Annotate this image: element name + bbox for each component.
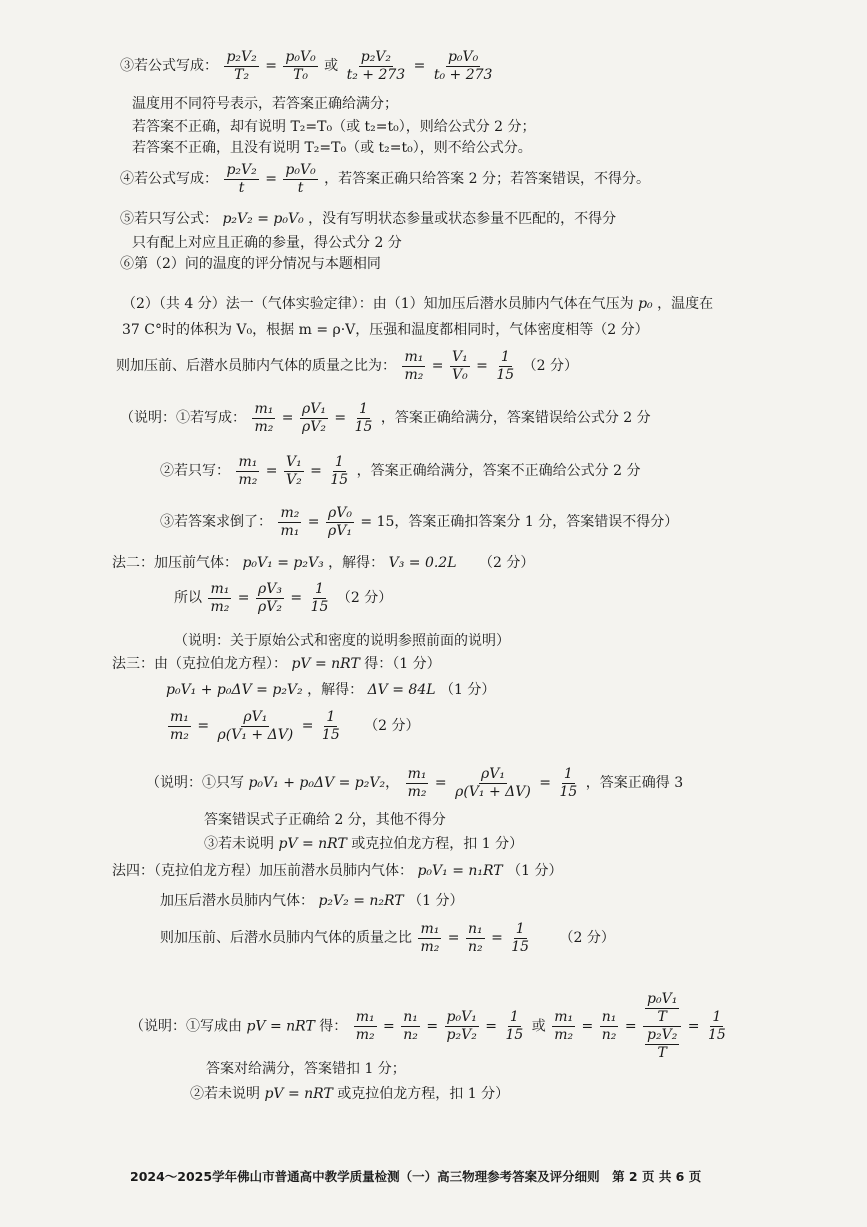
method-2: 法二：加压前气体： p₀V₁ = p₂V₃ ，解得： V₃ = 0.2L （2 分） bbox=[112, 555, 535, 571]
method-2-ratio: 所以 $\frac{\text{m₁}}{\text{m₂}}$ = $\frac{\text{ρV₃}}{\text{ρV₂}}$ = $\frac{1}{15}$ （2 分） bbox=[174, 581, 393, 615]
method-4: 法四：（克拉伯龙方程）加压前潜水员肺内气体： p₀V₁ = n₁RT （1 分） bbox=[112, 863, 563, 879]
text-line: 答案对给满分，答案错扣 1 分； bbox=[206, 1061, 406, 1077]
fraction: $\frac{1}{15}$ bbox=[707, 1009, 726, 1043]
fraction: $\frac{\text{ρV₁}}{\text{ρ(V₁ + ΔV)}}$ bbox=[217, 709, 294, 743]
fraction: $\frac{\text{p₂V₂}}{t}$ bbox=[226, 162, 257, 196]
fraction: $\frac{\text{m₁}}{\text{m₂}}$ bbox=[420, 921, 440, 955]
fraction: $\frac{\text{p₀V₁}}{\text{p₂V₂}}$ bbox=[446, 1009, 477, 1043]
fraction: $\frac{\text{m₁}}{\text{m₂}}$ bbox=[210, 581, 230, 615]
fraction: $\frac{1}{15}$ bbox=[505, 1009, 524, 1043]
note-2: ②若只写： $\frac{\text{m₁}}{\text{m₂}}$ = $\frac{\text{V₁}}{\text{V₂}}$ = $\frac{1}{15}$ ，答案正确给满分，答案不正确给公式分 2 分 bbox=[160, 454, 641, 488]
note-1: （说明：①若写成： $\frac{\text{m₁}}{\text{m₂}}$ = $\frac{\text{ρV₁}}{\text{ρV₂}}$ = $\frac{1}{15}$ ，答案正确给满分，答案错误给公式分 2 分 bbox=[120, 401, 651, 435]
fraction: $\frac{\text{m₂}}{\text{m₁}}$ bbox=[280, 505, 300, 539]
text-line: 答案错误式子正确给 2 分，其他不得分 bbox=[204, 812, 446, 828]
fraction: $\frac{\text{V₁}}{\text{V₂}}$ bbox=[285, 454, 302, 488]
fraction: $\frac{\text{m₁}}{\text{m₂}}$ bbox=[170, 709, 189, 743]
text-line: 若答案不正确，却有说明 T₂=T₀（或 t₂=t₀），则给公式分 2 分； bbox=[132, 119, 536, 135]
item-3-formula: ③若公式写成： $\frac{\text{p₂V₂}}{\text{T₂}}$ = $\frac{\text{p₀V₀}}{\text{T₀}}$ 或 $\frac{\text{p₂V₂}}{\text{t₂ + 273}}$ = $\frac{\text{p₀V₀}}{\text{t₀ + 273}}$ bbox=[120, 49, 493, 83]
fraction: $\frac{1}{15}$ bbox=[559, 766, 578, 800]
fraction: $\frac{\text{m₁}}{\text{m₂}}$ bbox=[355, 1009, 375, 1043]
fraction: $\frac{1}{15}$ bbox=[330, 454, 349, 488]
fraction: $\frac{\text{ρV₀}}{\text{ρV₁}}$ bbox=[327, 505, 352, 539]
fraction: $\frac{\text{p₀V₀}}{t}$ bbox=[285, 162, 316, 196]
method-3: 法三：由（克拉伯龙方程）： pV = nRT 得：（1 分） bbox=[112, 656, 441, 672]
compound-fraction: $\frac{\frac{\text{p₀V₁}}{T}}{\frac{\text{p₂V₂}}{T}}$ bbox=[643, 992, 681, 1061]
text-line: 若答案不正确，且没有说明 T₂=T₀（或 t₂=t₀），则不给公式分。 bbox=[132, 140, 532, 156]
method-4-note-1: （说明：①写成由 pV = nRT 得： $\frac{\text{m₁}}{\text{m₂}}$ = $\frac{\text{n₁}}{\text{n₂}}$ = $\frac{\text{p₀V₁}}{\text{p₂V₂}}$ = $\frac{1}{15}$ 或 $\frac{\text{m₁}}{\text{m₂}}$ = $\frac{\text{n₁}}{\text{n₂}}$ = $\frac{\frac{\text{p₀V₁}}{T}}{\frac{\text{p₂V₂}}{T}}$ = $\frac{1}{15}$ bbox=[130, 991, 726, 1062]
fraction: $\frac{\text{p₂V₂}}{\text{T₂}}$ bbox=[226, 49, 257, 83]
fraction: $\frac{\text{m₁}}{\text{m₂}}$ bbox=[554, 1009, 574, 1043]
fraction: $\frac{\text{m₁}}{\text{m₂}}$ bbox=[407, 766, 427, 800]
fraction: $\frac{1}{15}$ bbox=[321, 709, 340, 743]
fraction: $\frac{\text{V₁}}{\text{V₀}}$ bbox=[451, 349, 468, 383]
method-3-note-1: （说明：①只写 p₀V₁ + p₀ΔV = p₂V₂， $\frac{\text{m₁}}{\text{m₂}}$ = $\frac{\text{ρV₁}}{\text{ρ(V₁ + ΔV)}}$ = $\frac{1}{15}$ ，答案正确得 3 bbox=[146, 766, 684, 800]
method-1-ratio: 则加压前、后潜水员肺内气体的质量之比为： $\frac{\text{m₁}}{\text{m₂}}$ = $\frac{\text{V₁}}{\text{V₀}}$ = $\frac{1}{15}$ （2 分） bbox=[116, 349, 578, 383]
item-4-formula: ④若公式写成： $\frac{\text{p₂V₂}}{t}$ = $\frac{\text{p₀V₀}}{t}$ ，若答案正确只给答案 2 分；若答案错误，不得分。 bbox=[120, 162, 650, 196]
method-3-ratio: $\frac{\text{m₁}}{\text{m₂}}$ = $\frac{\text{ρV₁}}{\text{ρ(V₁ + ΔV)}}$ = $\frac{1}{15}$ （2 分） bbox=[170, 709, 420, 743]
fraction: $\frac{\text{m₁}}{\text{m₂}}$ bbox=[238, 454, 258, 488]
fraction: $\frac{\text{p₀V₀}}{\text{T₀}}$ bbox=[285, 49, 316, 83]
fraction: $\frac{\text{n₁}}{\text{n₂}}$ bbox=[467, 921, 483, 955]
method-4-ratio: 则加压前、后潜水员肺内气体的质量之比 $\frac{\text{m₁}}{\text{m₂}}$ = $\frac{\text{n₁}}{\text{n₂}}$ = $\frac{1}{15}$ （2 分） bbox=[160, 921, 615, 955]
fraction: $\frac{\text{ρV₃}}{\text{ρV₂}}$ bbox=[257, 581, 282, 615]
fraction: $\frac{1}{15}$ bbox=[310, 581, 329, 615]
fraction: $\frac{1}{15}$ bbox=[354, 401, 373, 435]
item-5-formula: ⑤若只写公式： p₂V₂ = p₀V₀ ，没有写明状态参量或状态参量不匹配的，不得分 bbox=[120, 211, 617, 227]
text-line: 37 C°时的体积为 V₀，根据 m = ρ·V，压强和温度都相同时，气体密度相等（2 分） bbox=[122, 322, 649, 338]
fraction: $\frac{\text{p₀V₀}}{\text{t₀ + 273}}$ bbox=[433, 49, 493, 83]
fraction: $\frac{\text{n₁}}{\text{n₂}}$ bbox=[403, 1009, 418, 1043]
note-3: ③若答案求倒了： $\frac{\text{m₂}}{\text{m₁}}$ = $\frac{\text{ρV₀}}{\text{ρV₁}}$ = 15，答案正确扣答案分 1 分，答案错误不得分） bbox=[160, 505, 679, 539]
fraction: $\frac{\text{m₁}}{\text{m₂}}$ bbox=[254, 401, 274, 435]
method-3-note-3: ③若未说明 pV = nRT 或克拉伯龙方程，扣 1 分） bbox=[204, 836, 524, 852]
text-line: 温度用不同符号表示，若答案正确给满分； bbox=[132, 96, 398, 112]
fraction: $\frac{\text{n₁}}{\text{n₂}}$ bbox=[601, 1009, 617, 1043]
fraction: $\frac{\text{p₂V₂}}{\text{t₂ + 273}}$ bbox=[346, 49, 406, 83]
fraction: $\frac{\text{ρV₁}}{\text{ρ(V₁ + ΔV)}}$ bbox=[455, 766, 531, 800]
fraction: $\frac{1}{15}$ bbox=[511, 921, 530, 955]
text-line: ⑥第（2）问的温度的评分情况与本题相同 bbox=[120, 256, 381, 272]
method-4-note-2: ②若未说明 pV = nRT 或克拉伯龙方程，扣 1 分） bbox=[190, 1086, 510, 1102]
fraction: $\frac{\text{m₁}}{\text{m₂}}$ bbox=[404, 349, 424, 383]
part-2-intro: （2）（共 4 分）法一（气体实验定律）：由（1）知加压后潜水员肺内气体在气压为 p₀ ，温度在 bbox=[122, 296, 714, 312]
method-4-eq: 加压后潜水员肺内气体： p₂V₂ = n₂RT （1 分） bbox=[160, 893, 464, 909]
method-3-eq: p₀V₁ + p₀ΔV = p₂V₂ ，解得： ΔV = 84L （1 分） bbox=[166, 682, 496, 698]
text-line: （说明：关于原始公式和密度的说明参照前面的说明） bbox=[174, 633, 510, 649]
text-line: 只有配上对应且正确的参量，得公式分 2 分 bbox=[132, 235, 402, 251]
fraction: $\frac{\text{ρV₁}}{\text{ρV₂}}$ bbox=[301, 401, 326, 435]
fraction: $\frac{1}{15}$ bbox=[496, 349, 515, 383]
page-footer: 2024～2025学年佛山市普通高中教学质量检测（一）高三物理参考答案及评分细则 第 2 页 共 6 页 bbox=[130, 1169, 702, 1184]
